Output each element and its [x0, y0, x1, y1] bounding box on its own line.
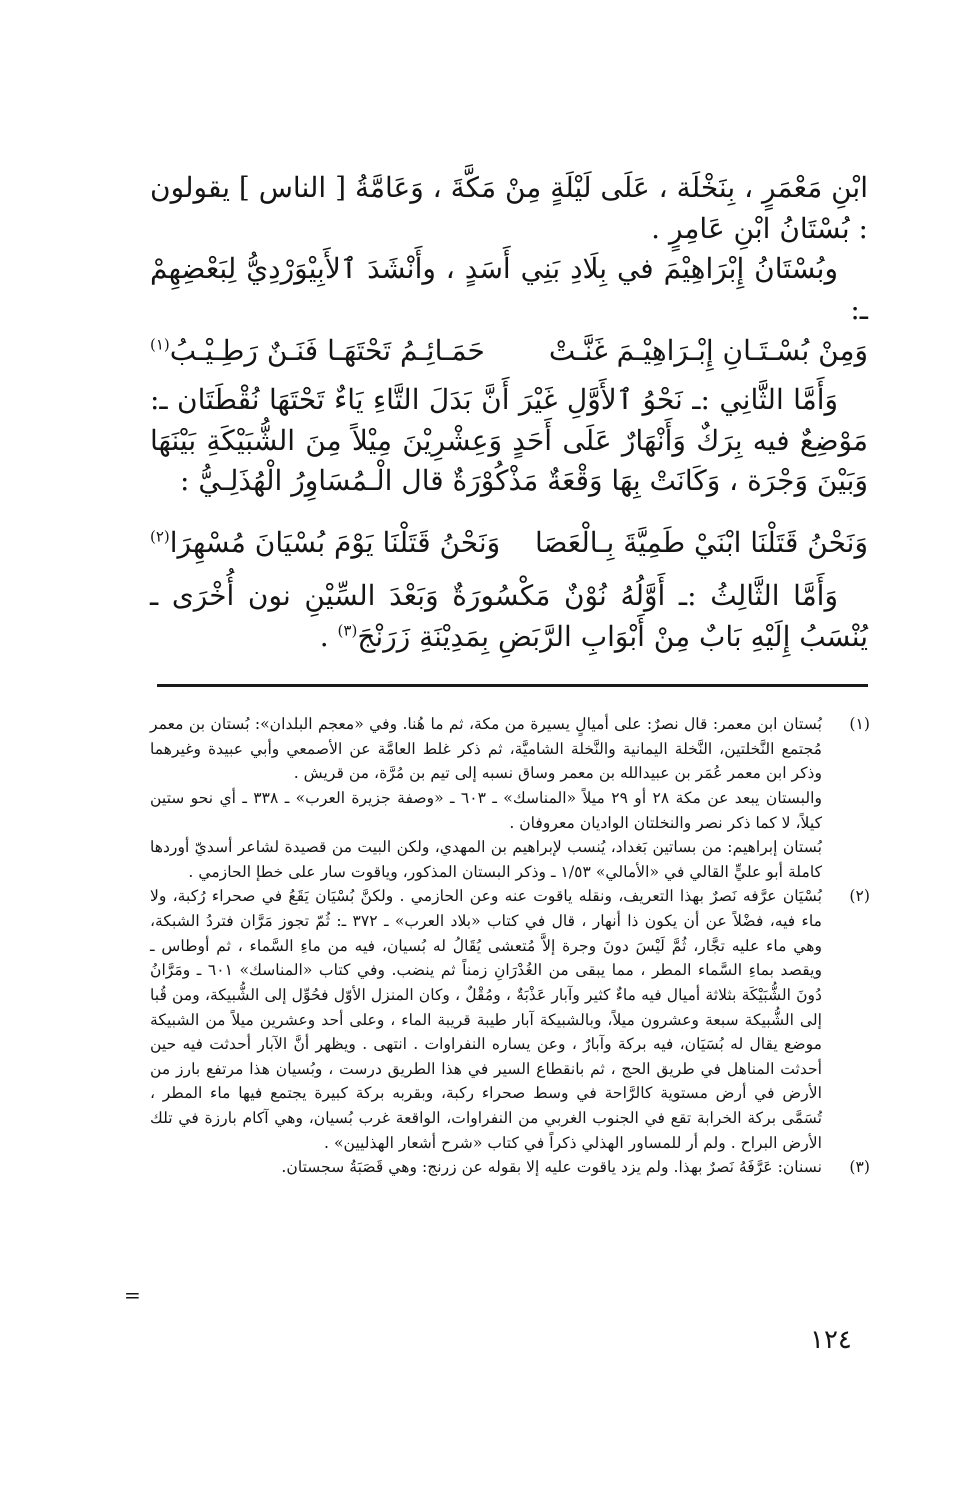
paragraph-2: وبُسْتَانُ إِبْرَاهِيْمَ في بِلَادِ بَنِي أَسَدٍ ، وأَنْشَدَ ٱلأَبِيْوَرْدِيُّ لِبَعْضِهِمْ ـ: [150, 252, 868, 326]
footnote-1-number: (١) [849, 715, 870, 733]
verse-2 [150, 526, 868, 559]
footnote-1 [150, 712, 870, 884]
footnote-2-number: (٢) [849, 887, 870, 906]
main-text-top [150, 168, 868, 330]
footnote-3-paragraph-1: نسنان: عَرَّفَهُ نَصرٌ بهذا. ولم يزد ياقوت عليه إلا بقوله عن زرنج: وهي قَصَبَةُ سجستان. [281, 1158, 822, 1177]
verse-1-second-text: حَمَـائِـمُ تَحْتَهَـا فَنَـنٌ رَطِـيْـبُ [169, 334, 485, 367]
footnotes [150, 712, 870, 1180]
footnote-separator [157, 684, 868, 687]
verse-2-second-text: وَنَحْنُ قَتَلْنَا يَوْمَ بُسْيَانَ مُسْهِرَا [169, 526, 501, 559]
footnote-2-paragraph-1: بُسْيَان عرَّفه نَصرٌ بهذا التعريف، ونقله ياقوت عنه وعن الحازمي . ولكنَّ بُسْيَان يَقَعُ في صحراء رُكبة، ولا ماء فيه، فضْلاً عن أن يكون ذا أنهار ، قال في كتاب «بلاد العرب» ـ ٣٧٢ ـ: ثُمّ تجوز مَرَّان فتردُ الشبكة، وهي ماء عليه تجَّار، ثُمَّ لَيْسَ دونَ وجرة إلاَّ مُتعشى يُقَالُ له بُسيان، فيه من ماءِ السَّماء ، ثم أوطاس ـ ويقصد بماءِ السَّماء المطر ، مما يبقى من الغُدْرَانِ زمناً ثم ينضب. وفي كتاب «المناسك» ٦٠١ ـ ومَرَّانُ دُونَ الشُّبَيْكَة بثلاثة أميال فيه ماءٌ كثير وآبار عَذْبَةٌ ، ومُقْلٌ ، وكان المنزل الأوّل فحُوِّل إلى الشُّبيكة، ومن قُبا إلى الشُّبيكة سبعة وعشرون ميلاً، وبالشبيكة آبار طيبة قريبة الماء ، وعلى أحد وعشرين ميلاً من الشبيكة موضع يقال له بُسَيَان، فيه بركة وآبارٌ ، وعن يساره النفراوات . انتهى . ويظهر أنَّ الآبار أحدثت فيه حين أحدثت المناهل في طريق الحج ، ثم بانقطاع السير في هذا الطريق درست ، وبُسيان هذا مرتفع بارز من الأرض في أرض مستوية كالرَّاحة في وسط صحراء ركبة، وبقربه بركة كبيرة يجتمع فيها ماء المطر ، تُسَمَّى بركة الخرابة تقع في الجنوب الغربي من النفراوات، الواقعة غرب بُسيان، وهي آكام بارزة في تلك الأرض البراح . ولم أر للمساور الهذلي ذكراً في كتاب «شرح أشعار الهذليين» . [150, 887, 822, 1152]
page-number: ١٢٤ [810, 1325, 852, 1355]
footnote-1-paragraph-3: بُستان إبراهيم: من بساتين بَغداد، يُنسب لإبراهيم بن المهدي، ولكن البيت من قصيدة لشاعر أسديّ أوردها كاملة أبو عليٍّ القالي في «الأمالي» ١/٥٣ ـ وذكر البستان المذكور، وياقوت سار على خطإ الحازمي . [150, 838, 822, 881]
verse-1-second-hemistich [150, 334, 485, 367]
paragraph-1: ابْنِ مَعْمَرٍ ، بِنَخْلَة ، عَلَى لَيْلَةٍ مِنْ مَكَّةَ ، وَعَامَّةُ [ الناس ] يقولون : بُسْتَانُ ابْنِ عَامِرٍ . [150, 171, 868, 245]
footnote-3-number: (٣) [849, 1158, 870, 1177]
main-text-middle [150, 380, 868, 502]
verse-2-second-hemistich [150, 526, 500, 559]
paragraph-4-text: وَأَمَّا الثَّالِثُ :ـ أَوَّلُهُ نُوْنٌ مَكْسُورَةٌ وَبَعْدَ السِّيْنِ نون أُخْرَى ـ يُنْسَبُ إِلَيْهِ بَابٌ مِنْ أَبْوَابِ الرَّبَضِ بِمَدِيْنَةِ زَرَنْجَ [150, 579, 868, 653]
footnote-2 [150, 884, 870, 1155]
continuation-mark: = [124, 1283, 141, 1307]
footnote-ref-1: (١) [150, 335, 170, 354]
verse-1 [150, 334, 868, 367]
footnote-ref-3: (٣) [337, 621, 358, 640]
paragraph-4-end: . [319, 619, 338, 653]
footnote-1-paragraph-1: بُستان ابن معمر: قال نصرٌ: على أميالٍ يسيرة من مكة، ثم ما هُنا. وفي «معجم البلدان»: بُستان بن معمر مُجتمع النَّخلتين، النَّخلة اليمانية والنَّخلة الشاميَّة، ثم ذكر غلط العامَّة عن الأصمعي وأبي عبيدة وغيرهما وذكر ابن معمر عُمَر بن عبيدالله بن معمر وساق نسبه إلى تيم بن مُرَّة، من قريش . [150, 715, 822, 783]
footnote-1-body [150, 712, 822, 884]
paragraph-3: وَأَمَّا الثَّانِي :ـ نَحْوُ ٱلأَوَّلِ غَيْرَ أَنَّ بَدَلَ التَّاءِ يَاءٌ تَحْتَهَا نُقْطَتَان ـ: مَوْضِعٌ فيه بِرَكٌ وَأَنْهَارٌ عَلَى أَحَدٍ وَعِشْرِيْنَ مِيْلاً مِنَ الشُّبَيْكَةِ بَيْنَهَا وَبَيْنَ وَجْرَة ، وَكَانَتْ بِهَا وَقْعَةٌ مَذْكُوْرَةٌ قال الْـمُسَاوِرُ الْهُذَلِـيُّ : [150, 383, 868, 498]
footnote-3-body [150, 1155, 822, 1180]
paragraph-4 [150, 576, 868, 657]
footnote-2-body [150, 884, 822, 1155]
verse-1-first-hemistich: وَمِنْ بُسْـتَـانِ إِبْـرَاهِيْـمَ غَنَّـتْ [548, 334, 868, 367]
verse-2-first-hemistich: وَنَحْنُ قَتَلْنَا ابْنَيْ طَمِيَّةَ بِـالْعَصَا [534, 526, 868, 559]
footnote-3 [150, 1155, 870, 1180]
footnote-1-paragraph-2: والبستان يبعد عن مكة ٢٨ أو ٢٩ ميلاً «المناسك» ـ ٦٠٣ ـ «وصفة جزيرة العرب» ـ ٣٣٨ ـ أي نحو ستين كيلاً، لا كما ذكر نصر والنخلتان الواديان معروفان . [150, 788, 823, 832]
main-text-bottom [150, 576, 868, 657]
footnote-ref-2: (٢) [150, 527, 170, 546]
